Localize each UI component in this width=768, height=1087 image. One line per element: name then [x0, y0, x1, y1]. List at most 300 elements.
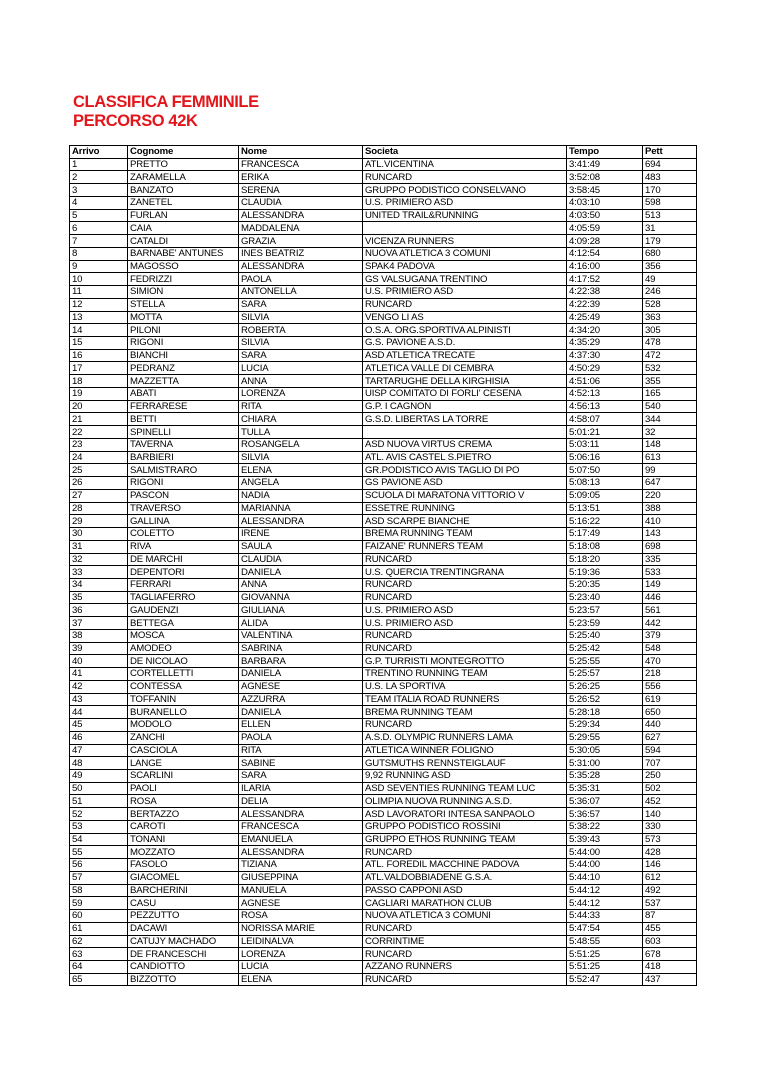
cell-cognome: RIGONI — [128, 337, 239, 350]
cell-pett: 87 — [643, 910, 697, 923]
cell-tempo: 5:25:57 — [567, 668, 643, 681]
cell-pett: 548 — [643, 642, 697, 655]
cell-nome: ALESSANDRA — [239, 260, 363, 273]
header-tempo: Tempo — [567, 146, 643, 159]
cell-societa: ATLETICA WINNER FOLIGNO — [363, 744, 567, 757]
cell-societa: U.S. PRIMIERO ASD — [363, 286, 567, 299]
cell-societa: UISP COMITATO DI FORLI' CESENA — [363, 387, 567, 400]
cell-cognome: BERTAZZO — [128, 808, 239, 821]
cell-tempo: 5:44:00 — [567, 859, 643, 872]
cell-societa: U.S. PRIMIERO ASD — [363, 196, 567, 209]
cell-cognome: SPINELLI — [128, 426, 239, 439]
cell-pett: 49 — [643, 273, 697, 286]
cell-tempo: 5:26:52 — [567, 693, 643, 706]
cell-societa: U.S. QUERCIA TRENTINGRANA — [363, 566, 567, 579]
cell-nome: MARIANNA — [239, 502, 363, 515]
cell-arrivo: 42 — [70, 680, 128, 693]
cell-nome: GIOVANNA — [239, 591, 363, 604]
cell-pett: 598 — [643, 196, 697, 209]
table-row — [70, 680, 697, 693]
cell-arrivo: 27 — [70, 489, 128, 502]
cell-pett: 694 — [643, 158, 697, 171]
cell-tempo: 5:25:55 — [567, 655, 643, 668]
cell-nome: RITA — [239, 744, 363, 757]
cell-cognome: TAVERNA — [128, 438, 239, 451]
cell-societa: GRUPPO PODISTICO CONSELVANO — [363, 184, 567, 197]
cell-societa — [363, 222, 567, 235]
cell-nome: ELENA — [239, 973, 363, 986]
cell-arrivo: 56 — [70, 859, 128, 872]
cell-tempo: 5:44:33 — [567, 910, 643, 923]
table-row — [70, 451, 697, 464]
cell-cognome: CONTESSA — [128, 680, 239, 693]
cell-nome: LORENZA — [239, 948, 363, 961]
cell-pett: 472 — [643, 349, 697, 362]
cell-cognome: DACAWI — [128, 922, 239, 935]
cell-societa: SCUOLA DI MARATONA VITTORIO V — [363, 489, 567, 502]
header-pett: Pett — [643, 146, 697, 159]
cell-pett: 470 — [643, 655, 697, 668]
cell-societa: O.S.A. ORG.SPORTIVA ALPINISTI — [363, 324, 567, 337]
table-row — [70, 426, 697, 439]
cell-pett: 627 — [643, 731, 697, 744]
cell-societa: U.S. PRIMIERO ASD — [363, 617, 567, 630]
cell-pett: 246 — [643, 286, 697, 299]
table-row — [70, 324, 697, 337]
cell-arrivo: 49 — [70, 769, 128, 782]
cell-arrivo: 29 — [70, 515, 128, 528]
cell-cognome: BETTI — [128, 413, 239, 426]
cell-nome: MADDALENA — [239, 222, 363, 235]
cell-cognome: CAROTI — [128, 820, 239, 833]
cell-societa: GUTSMUTHS RENNSTEIGLAUF — [363, 757, 567, 770]
table-row — [70, 706, 697, 719]
cell-cognome: COLETTO — [128, 528, 239, 541]
cell-societa: GRUPPO PODISTICO ROSSINI — [363, 820, 567, 833]
cell-societa: FAIZANE' RUNNERS TEAM — [363, 540, 567, 553]
cell-cognome: FURLAN — [128, 209, 239, 222]
cell-societa: RUNCARD — [363, 922, 567, 935]
cell-societa: RUNCARD — [363, 973, 567, 986]
cell-cognome: BANZATO — [128, 184, 239, 197]
cell-societa: BREMA RUNNING TEAM — [363, 528, 567, 541]
cell-societa: RUNCARD — [363, 846, 567, 859]
table-row — [70, 859, 697, 872]
cell-arrivo: 39 — [70, 642, 128, 655]
table-row — [70, 922, 697, 935]
cell-arrivo: 41 — [70, 668, 128, 681]
cell-pett: 218 — [643, 668, 697, 681]
cell-tempo: 4:52:13 — [567, 387, 643, 400]
cell-nome: ROSA — [239, 910, 363, 923]
cell-tempo: 4:37:30 — [567, 349, 643, 362]
table-row — [70, 528, 697, 541]
cell-cognome: ABATI — [128, 387, 239, 400]
cell-tempo: 4:16:00 — [567, 260, 643, 273]
header-row — [70, 146, 697, 159]
cell-pett: 537 — [643, 897, 697, 910]
cell-pett: 455 — [643, 922, 697, 935]
table-row — [70, 477, 697, 490]
cell-nome: ALESSANDRA — [239, 808, 363, 821]
cell-arrivo: 24 — [70, 451, 128, 464]
cell-arrivo: 22 — [70, 426, 128, 439]
cell-arrivo: 26 — [70, 477, 128, 490]
cell-societa: VICENZA RUNNERS — [363, 235, 567, 248]
cell-nome: SILVIA — [239, 451, 363, 464]
cell-societa: ASD NUOVA VIRTUS CREMA — [363, 438, 567, 451]
cell-cognome: DE FRANCESCHI — [128, 948, 239, 961]
cell-tempo: 5:01:21 — [567, 426, 643, 439]
table-row — [70, 655, 697, 668]
cell-tempo: 4:22:38 — [567, 286, 643, 299]
table-row — [70, 833, 697, 846]
cell-pett: 428 — [643, 846, 697, 859]
cell-nome: AGNESE — [239, 680, 363, 693]
cell-tempo: 5:26:25 — [567, 680, 643, 693]
cell-arrivo: 19 — [70, 387, 128, 400]
cell-pett: 356 — [643, 260, 697, 273]
cell-pett: 573 — [643, 833, 697, 846]
cell-pett: 379 — [643, 629, 697, 642]
cell-tempo: 5:36:07 — [567, 795, 643, 808]
cell-cognome: PRETTO — [128, 158, 239, 171]
cell-societa: ASD LAVORATORI INTESA SANPAOLO — [363, 808, 567, 821]
cell-societa: GS VALSUGANA TRENTINO — [363, 273, 567, 286]
cell-cognome: CASU — [128, 897, 239, 910]
cell-pett: 440 — [643, 719, 697, 732]
table-row — [70, 973, 697, 986]
table-row — [70, 273, 697, 286]
cell-nome: ROSANGELA — [239, 438, 363, 451]
header-nome: Nome — [239, 146, 363, 159]
cell-cognome: ZANETEL — [128, 196, 239, 209]
cell-cognome: TRAVERSO — [128, 502, 239, 515]
cell-societa: RUNCARD — [363, 629, 567, 642]
cell-societa: G.S. PAVIONE A.S.D. — [363, 337, 567, 350]
cell-pett: 250 — [643, 769, 697, 782]
table-row — [70, 489, 697, 502]
table-row — [70, 209, 697, 222]
cell-nome: TIZIANA — [239, 859, 363, 872]
cell-nome: SARA — [239, 769, 363, 782]
cell-tempo: 4:58:07 — [567, 413, 643, 426]
cell-pett: 561 — [643, 604, 697, 617]
title-line-1: CLASSIFICA FEMMINILE — [73, 93, 259, 111]
table-row — [70, 642, 697, 655]
table-row — [70, 286, 697, 299]
cell-societa: ATL.VICENTINA — [363, 158, 567, 171]
results-body — [70, 158, 697, 986]
table-row — [70, 757, 697, 770]
cell-arrivo: 45 — [70, 719, 128, 732]
cell-tempo: 5:39:43 — [567, 833, 643, 846]
table-row — [70, 553, 697, 566]
cell-tempo: 5:17:49 — [567, 528, 643, 541]
cell-nome: ELLEN — [239, 719, 363, 732]
table-row — [70, 298, 697, 311]
cell-pett: 533 — [643, 566, 697, 579]
cell-tempo: 5:07:50 — [567, 464, 643, 477]
cell-tempo: 5:28:18 — [567, 706, 643, 719]
cell-nome: LUCIA — [239, 362, 363, 375]
cell-cognome: PEDRANZ — [128, 362, 239, 375]
cell-societa: ASD SEVENTIES RUNNING TEAM LUC — [363, 782, 567, 795]
cell-tempo: 5:09:05 — [567, 489, 643, 502]
cell-cognome: MAZZETTA — [128, 375, 239, 388]
cell-tempo: 5:08:13 — [567, 477, 643, 490]
cell-nome: EMANUELA — [239, 833, 363, 846]
cell-pett: 99 — [643, 464, 697, 477]
cell-nome: AZZURRA — [239, 693, 363, 706]
table-row — [70, 464, 697, 477]
cell-societa: PASSO CAPPONI ASD — [363, 884, 567, 897]
table-row — [70, 935, 697, 948]
cell-arrivo: 37 — [70, 617, 128, 630]
cell-tempo: 5:51:25 — [567, 961, 643, 974]
cell-nome: PAOLA — [239, 273, 363, 286]
cell-cognome: SIMION — [128, 286, 239, 299]
table-row — [70, 578, 697, 591]
cell-pett: 502 — [643, 782, 697, 795]
cell-pett: 483 — [643, 171, 697, 184]
cell-nome: INES BEATRIZ — [239, 247, 363, 260]
cell-nome: TULLA — [239, 426, 363, 439]
table-row — [70, 897, 697, 910]
cell-arrivo: 6 — [70, 222, 128, 235]
cell-arrivo: 20 — [70, 400, 128, 413]
table-row — [70, 744, 697, 757]
cell-nome: CLAUDIA — [239, 196, 363, 209]
cell-arrivo: 60 — [70, 910, 128, 923]
cell-arrivo: 30 — [70, 528, 128, 541]
cell-pett: 330 — [643, 820, 697, 833]
cell-cognome: CATALDI — [128, 235, 239, 248]
cell-tempo: 5:51:25 — [567, 948, 643, 961]
cell-arrivo: 14 — [70, 324, 128, 337]
table-row — [70, 884, 697, 897]
cell-pett: 165 — [643, 387, 697, 400]
cell-cognome: GAUDENZI — [128, 604, 239, 617]
cell-pett: 532 — [643, 362, 697, 375]
cell-societa: CAGLIARI MARATHON CLUB — [363, 897, 567, 910]
cell-cognome: TAGLIAFERRO — [128, 591, 239, 604]
cell-tempo: 5:47:54 — [567, 922, 643, 935]
header-societa: Societa — [363, 146, 567, 159]
cell-cognome: CORTELLETTI — [128, 668, 239, 681]
cell-nome: LEIDINALVA — [239, 935, 363, 948]
table-row — [70, 196, 697, 209]
cell-nome: FRANCESCA — [239, 820, 363, 833]
cell-cognome: SALMISTRARO — [128, 464, 239, 477]
cell-cognome: MOZZATO — [128, 846, 239, 859]
table-row — [70, 846, 697, 859]
cell-cognome: STELLA — [128, 298, 239, 311]
cell-pett: 603 — [643, 935, 697, 948]
cell-arrivo: 34 — [70, 578, 128, 591]
cell-societa: SPAK4 PADOVA — [363, 260, 567, 273]
cell-societa: RUNCARD — [363, 171, 567, 184]
cell-societa: ATL. FOREDIL MACCHINE PADOVA — [363, 859, 567, 872]
cell-arrivo: 16 — [70, 349, 128, 362]
table-row — [70, 540, 697, 553]
cell-cognome: RIGONI — [128, 477, 239, 490]
table-row — [70, 782, 697, 795]
cell-nome: SILVIA — [239, 311, 363, 324]
cell-pett: 612 — [643, 871, 697, 884]
table-row — [70, 566, 697, 579]
cell-tempo: 4:12:54 — [567, 247, 643, 260]
cell-nome: DANIELA — [239, 706, 363, 719]
table-row — [70, 769, 697, 782]
cell-pett: 363 — [643, 311, 697, 324]
cell-arrivo: 15 — [70, 337, 128, 350]
table-row — [70, 171, 697, 184]
cell-nome: RITA — [239, 400, 363, 413]
cell-arrivo: 46 — [70, 731, 128, 744]
cell-nome: LUCIA — [239, 961, 363, 974]
cell-societa: TARTARUGHE DELLA KIRGHISIA — [363, 375, 567, 388]
cell-arrivo: 7 — [70, 235, 128, 248]
cell-societa: GR.PODISTICO AVIS TAGLIO DI PO — [363, 464, 567, 477]
cell-nome: SAULA — [239, 540, 363, 553]
cell-pett: 437 — [643, 973, 697, 986]
cell-cognome: CAIA — [128, 222, 239, 235]
cell-societa: ATL. AVIS CASTEL S.PIETRO — [363, 451, 567, 464]
cell-pett: 478 — [643, 337, 697, 350]
cell-nome: CHIARA — [239, 413, 363, 426]
cell-nome: PAOLA — [239, 731, 363, 744]
cell-arrivo: 1 — [70, 158, 128, 171]
cell-cognome: AMODEO — [128, 642, 239, 655]
cell-societa: GRUPPO ETHOS RUNNING TEAM — [363, 833, 567, 846]
cell-societa: G.P. I CAGNON — [363, 400, 567, 413]
cell-cognome: ROSA — [128, 795, 239, 808]
cell-arrivo: 5 — [70, 209, 128, 222]
cell-societa: 9,92 RUNNING ASD — [363, 769, 567, 782]
cell-tempo: 3:58:45 — [567, 184, 643, 197]
cell-tempo: 5:44:00 — [567, 846, 643, 859]
cell-societa: RUNCARD — [363, 948, 567, 961]
cell-arrivo: 53 — [70, 820, 128, 833]
cell-cognome: MODOLO — [128, 719, 239, 732]
cell-nome: IRENE — [239, 528, 363, 541]
cell-nome: SARA — [239, 349, 363, 362]
cell-nome: FRANCESCA — [239, 158, 363, 171]
cell-societa: CORRINTIME — [363, 935, 567, 948]
cell-arrivo: 12 — [70, 298, 128, 311]
cell-pett: 556 — [643, 680, 697, 693]
cell-pett: 680 — [643, 247, 697, 260]
cell-cognome: BIZZOTTO — [128, 973, 239, 986]
table-row — [70, 693, 697, 706]
table-row — [70, 222, 697, 235]
cell-pett: 619 — [643, 693, 697, 706]
cell-nome: ELENA — [239, 464, 363, 477]
cell-arrivo: 58 — [70, 884, 128, 897]
cell-arrivo: 3 — [70, 184, 128, 197]
cell-arrivo: 8 — [70, 247, 128, 260]
table-row — [70, 910, 697, 923]
table-row — [70, 235, 697, 248]
cell-cognome: DEPENTORI — [128, 566, 239, 579]
cell-arrivo: 62 — [70, 935, 128, 948]
cell-pett: 149 — [643, 578, 697, 591]
cell-tempo: 4:34:20 — [567, 324, 643, 337]
cell-arrivo: 63 — [70, 948, 128, 961]
cell-arrivo: 48 — [70, 757, 128, 770]
cell-pett: 446 — [643, 591, 697, 604]
cell-pett: 170 — [643, 184, 697, 197]
cell-societa: RUNCARD — [363, 642, 567, 655]
table-row — [70, 349, 697, 362]
cell-nome: SERENA — [239, 184, 363, 197]
table-row — [70, 668, 697, 681]
cell-arrivo: 40 — [70, 655, 128, 668]
cell-cognome: GIACOMEL — [128, 871, 239, 884]
table-row — [70, 337, 697, 350]
cell-tempo: 5:25:40 — [567, 629, 643, 642]
cell-tempo: 4:50:29 — [567, 362, 643, 375]
cell-cognome: PAOLI — [128, 782, 239, 795]
table-row — [70, 617, 697, 630]
cell-cognome: CANDIOTTO — [128, 961, 239, 974]
cell-tempo: 5:23:59 — [567, 617, 643, 630]
table-row — [70, 247, 697, 260]
cell-arrivo: 61 — [70, 922, 128, 935]
table-row — [70, 795, 697, 808]
cell-nome: NADIA — [239, 489, 363, 502]
cell-tempo: 5:19:36 — [567, 566, 643, 579]
cell-arrivo: 47 — [70, 744, 128, 757]
cell-societa: GS PAVIONE ASD — [363, 477, 567, 490]
cell-pett: 143 — [643, 528, 697, 541]
cell-cognome: PEZZUTTO — [128, 910, 239, 923]
cell-cognome: PASCON — [128, 489, 239, 502]
table-row — [70, 375, 697, 388]
cell-nome: CLAUDIA — [239, 553, 363, 566]
cell-cognome: TOFFANIN — [128, 693, 239, 706]
table-row — [70, 871, 697, 884]
cell-pett: 32 — [643, 426, 697, 439]
cell-cognome: MOTTA — [128, 311, 239, 324]
table-row — [70, 413, 697, 426]
cell-tempo: 4:17:52 — [567, 273, 643, 286]
cell-arrivo: 55 — [70, 846, 128, 859]
table-row — [70, 820, 697, 833]
cell-tempo: 4:56:13 — [567, 400, 643, 413]
cell-arrivo: 11 — [70, 286, 128, 299]
table-row — [70, 629, 697, 642]
cell-tempo: 4:05:59 — [567, 222, 643, 235]
cell-nome: DANIELA — [239, 566, 363, 579]
cell-societa: TEAM ITALIA ROAD RUNNERS — [363, 693, 567, 706]
cell-nome: ILARIA — [239, 782, 363, 795]
cell-cognome: GALLINA — [128, 515, 239, 528]
cell-cognome: ZARAMELLA — [128, 171, 239, 184]
cell-tempo: 5:23:40 — [567, 591, 643, 604]
cell-nome: VALENTINA — [239, 629, 363, 642]
cell-tempo: 5:03:11 — [567, 438, 643, 451]
cell-societa: OLIMPIA NUOVA RUNNING A.S.D. — [363, 795, 567, 808]
cell-tempo: 5:16:22 — [567, 515, 643, 528]
cell-cognome: BARCHERINI — [128, 884, 239, 897]
cell-arrivo: 28 — [70, 502, 128, 515]
cell-nome: ALESSANDRA — [239, 846, 363, 859]
cell-arrivo: 17 — [70, 362, 128, 375]
cell-pett: 31 — [643, 222, 697, 235]
cell-arrivo: 50 — [70, 782, 128, 795]
